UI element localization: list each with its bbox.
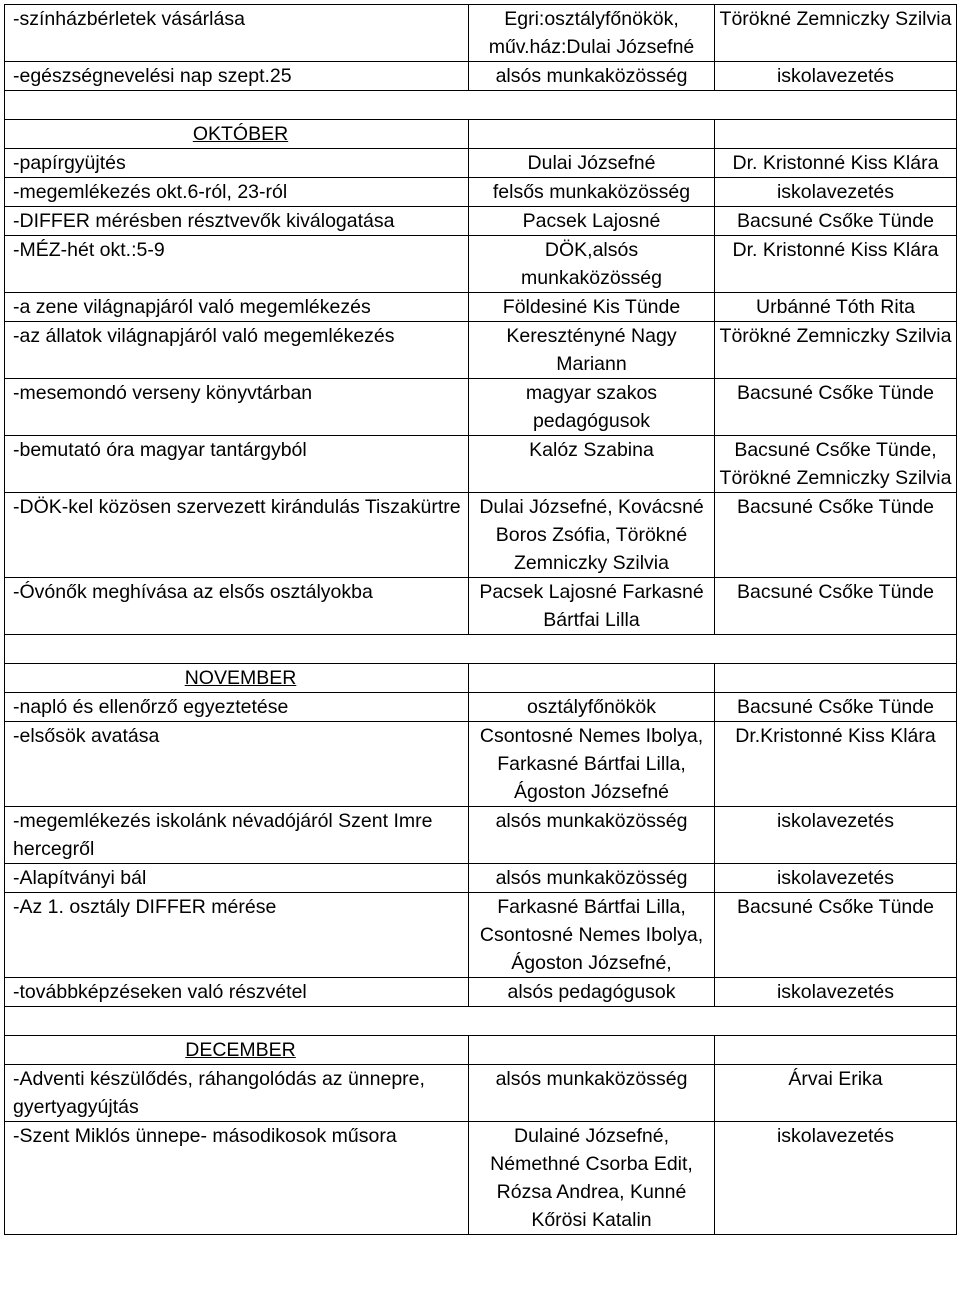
responsible-cell: DÖK,alsós munkaközösség	[469, 236, 715, 293]
table-row	[5, 62, 957, 91]
activity-cell: -bemutató óra magyar tantárgyból	[5, 436, 469, 493]
month-heading: DECEMBER	[185, 1039, 296, 1061]
month-cell	[5, 1036, 469, 1065]
supervisor-cell: Bacsuné Csőke Tünde	[715, 493, 957, 578]
supervisor-cell: Bacsuné Csőke Tünde	[715, 207, 957, 236]
activity-cell: -egészségnevelési nap szept.25	[5, 62, 469, 91]
responsible-cell: Csontosné Nemes Ibolya, Farkasné Bártfai Lilla, Ágoston Józsefné	[469, 722, 715, 807]
activity-cell: -mesemondó verseny könyvtárban	[5, 379, 469, 436]
table-row	[5, 322, 957, 379]
table-row	[5, 178, 957, 207]
responsible-cell: Dulai Józsefné, Kovácsné Boros Zsófia, Törökné Zemniczky Szilvia	[469, 493, 715, 578]
activity-cell: -Óvónők meghívása az elsős osztályokba	[5, 578, 469, 635]
table-row	[5, 893, 957, 978]
month-heading: OKTÓBER	[192, 123, 289, 145]
table-row	[5, 864, 957, 893]
table-row	[5, 978, 957, 1007]
activity-cell: -elsősök avatása	[5, 722, 469, 807]
supervisor-cell: Bacsuné Csőke Tünde, Törökné Zemniczky Szilvia	[715, 436, 957, 493]
supervisor-cell: Dr.Kristonné Kiss Klára	[715, 722, 957, 807]
blank-row	[5, 635, 957, 664]
month-empty-cell	[715, 1036, 957, 1065]
responsible-cell: Földesiné Kis Tünde	[469, 293, 715, 322]
month-empty-cell	[469, 664, 715, 693]
activity-cell: -Alapítványi bál	[5, 864, 469, 893]
supervisor-cell: Törökné Zemniczky Szilvia	[715, 5, 957, 62]
supervisor-cell: Bacsuné Csőke Tünde	[715, 893, 957, 978]
activity-cell: -napló és ellenőrző egyeztetése	[5, 693, 469, 722]
table-row	[5, 807, 957, 864]
table-row	[5, 379, 957, 436]
month-cell	[5, 664, 469, 693]
schedule-table	[4, 4, 957, 1235]
supervisor-cell: Urbánné Tóth Rita	[715, 293, 957, 322]
activity-cell: -a zene világnapjáról való megemlékezés	[5, 293, 469, 322]
activity-cell: -az állatok világnapjáról való megemlékezés	[5, 322, 469, 379]
activity-cell: -megemlékezés iskolánk névadójáról Szent Imre hercegről	[5, 807, 469, 864]
activity-cell: -MÉZ-hét okt.:5-9	[5, 236, 469, 293]
table-row	[5, 149, 957, 178]
activity-cell: -papírgyüjtés	[5, 149, 469, 178]
table-row	[5, 293, 957, 322]
blank-row	[5, 1007, 957, 1036]
table-row	[5, 5, 957, 62]
activity-cell: -Szent Miklós ünnepe- másodikosok műsora	[5, 1122, 469, 1235]
responsible-cell: alsós munkaközösség	[469, 1065, 715, 1122]
schedule-body	[5, 5, 957, 1235]
month-header-row	[5, 1036, 957, 1065]
supervisor-cell: iskolavezetés	[715, 1122, 957, 1235]
responsible-cell: Egri:osztályfőnökök, műv.ház:Dulai Józsefné	[469, 5, 715, 62]
activity-cell: -továbbképzéseken való részvétel	[5, 978, 469, 1007]
supervisor-cell: iskolavezetés	[715, 62, 957, 91]
responsible-cell: Dulainé Józsefné, Némethné Csorba Edit, Rózsa Andrea, Kunné Kőrösi Katalin	[469, 1122, 715, 1235]
blank-cell	[5, 91, 957, 120]
table-row	[5, 693, 957, 722]
table-row	[5, 207, 957, 236]
month-empty-cell	[715, 120, 957, 149]
supervisor-cell: iskolavezetés	[715, 978, 957, 1007]
supervisor-cell: Törökné Zemniczky Szilvia	[715, 322, 957, 379]
month-header-row	[5, 120, 957, 149]
supervisor-cell: Dr. Kristonné Kiss Klára	[715, 236, 957, 293]
table-row	[5, 493, 957, 578]
month-empty-cell	[469, 120, 715, 149]
responsible-cell: alsós munkaközösség	[469, 864, 715, 893]
responsible-cell: felsős munkaközösség	[469, 178, 715, 207]
month-cell	[5, 120, 469, 149]
table-row	[5, 236, 957, 293]
table-row	[5, 578, 957, 635]
blank-cell	[5, 635, 957, 664]
activity-cell: -Az 1. osztály DIFFER mérése	[5, 893, 469, 978]
month-header-row	[5, 664, 957, 693]
responsible-cell: alsós munkaközösség	[469, 62, 715, 91]
month-empty-cell	[715, 664, 957, 693]
table-row	[5, 1122, 957, 1235]
responsible-cell: Pacsek Lajosné	[469, 207, 715, 236]
blank-row	[5, 91, 957, 120]
activity-cell: -Adventi készülődés, ráhangolódás az ünnepre, gyertyagyújtás	[5, 1065, 469, 1122]
activity-cell: -megemlékezés okt.6-ról, 23-ról	[5, 178, 469, 207]
responsible-cell: alsós pedagógusok	[469, 978, 715, 1007]
supervisor-cell: Bacsuné Csőke Tünde	[715, 379, 957, 436]
activity-cell: -színházbérletek vásárlása	[5, 5, 469, 62]
month-heading: NOVEMBER	[184, 667, 297, 689]
supervisor-cell: iskolavezetés	[715, 864, 957, 893]
responsible-cell: Pacsek Lajosné Farkasné Bártfai Lilla	[469, 578, 715, 635]
table-row	[5, 1065, 957, 1122]
blank-cell	[5, 1007, 957, 1036]
responsible-cell: Kalóz Szabina	[469, 436, 715, 493]
month-empty-cell	[469, 1036, 715, 1065]
responsible-cell: Keresztényné Nagy Mariann	[469, 322, 715, 379]
supervisor-cell: Bacsuné Csőke Tünde	[715, 578, 957, 635]
supervisor-cell: iskolavezetés	[715, 807, 957, 864]
supervisor-cell: Bacsuné Csőke Tünde	[715, 693, 957, 722]
supervisor-cell: Árvai Erika	[715, 1065, 957, 1122]
responsible-cell: Dulai Józsefné	[469, 149, 715, 178]
supervisor-cell: iskolavezetés	[715, 178, 957, 207]
responsible-cell: osztályfőnökök	[469, 693, 715, 722]
activity-cell: -DIFFER mérésben résztvevők kiválogatása	[5, 207, 469, 236]
responsible-cell: magyar szakos pedagógusok	[469, 379, 715, 436]
table-row	[5, 436, 957, 493]
activity-cell: -DÖK-kel közösen szervezett kirándulás Tiszakürtre	[5, 493, 469, 578]
responsible-cell: alsós munkaközösség	[469, 807, 715, 864]
supervisor-cell: Dr. Kristonné Kiss Klára	[715, 149, 957, 178]
responsible-cell: Farkasné Bártfai Lilla, Csontosné Nemes Ibolya, Ágoston Józsefné,	[469, 893, 715, 978]
table-row	[5, 722, 957, 807]
